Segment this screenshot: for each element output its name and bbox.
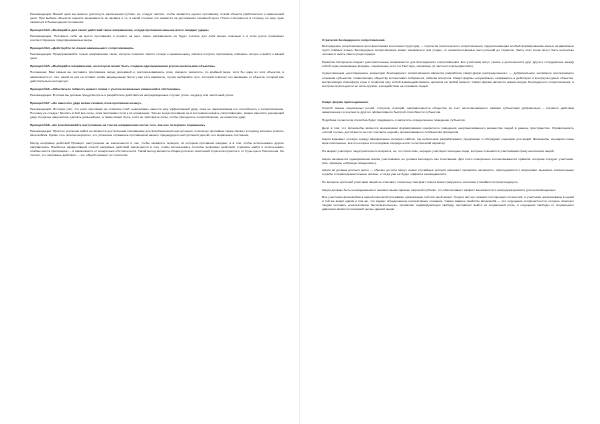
principle-heading: Принцип №4. «Действуйте по линии наименьшего сопротивления» bbox=[30, 46, 134, 51]
right-paragraph: Подобная технология способна будет предвидеть и запретить определенное поведение субъектов. bbox=[322, 117, 466, 122]
left-paragraph: Рекомендация: Простое усиление войск не является достаточным основанием для возобновления наступления, поскольку противник также сможет в период затишья усилить свои войска. Кроме того, вполне вероятно, что успешное отражение противником нашего предыдущего наступления укрепит его моральное состояние. bbox=[30, 128, 284, 137]
right-paragraph: На акциях участвуют люди различного возраста, но, по статистике, нередко участвуют молодые люди, которые становятся участниками сразу нескольких акций. bbox=[322, 149, 555, 153]
right-paragraph: Развитие Интернета создает дополнительные возможности для безлидерного сопротивления. Его участники могут узнать о деятельности друг друга и сотрудничать между собой через анонимные форумы, социальные сети и в Твиттере, например, (в частности фльорфелибо). bbox=[322, 59, 574, 68]
principle-heading: Принцип №5. «Выбирайте направление, на котором может быть создана одновременная угроза нескольким объектам» bbox=[30, 64, 216, 69]
left-paragraph: Метод непрямых действий Принцип: наступление не заключается в том, чтобы захватить позиции, по которым противник ожидает, а в том, чтобы использовать другие направления. Наиболее эффективный способ непрямых действий заключается в том, чтобы использовать способы непрямых действий, стремясь найти и использовать слабые места противника — в зависимости от конкретных обстоятельств. Такой метод является общим для всех поколений стратегов прошлого, от Сунь-цзы и Наполеона. Он считал, что непрямые действия — это общий элемент их стратегии. bbox=[30, 140, 284, 157]
left-paragraph: Рекомендация: В плане вы должны предусмотреть и разработать действия на непредвиденные случаи: успех, неудачу или частичный успех. bbox=[30, 92, 235, 97]
right-paragraph: Все участники флэшмобов в нашей конечной программе организации той или иной акции. Тогда в них нет никаких посторонних личностей, и участники организованы в одной и той же акции одним и тем же, что задает определенное коллективное сознание. Самое важное свойство флэшмоба — это ощущение сопричастности, которое помогает людям осознать «коллективное бессознательное», проявляет индивидуальную свободу, заставляет выйти из социальной роли, и ощущение свободы от социального давления является основной целью данной акции. bbox=[322, 195, 574, 212]
left-paragraph: Рекомендация: История учит, что если противник не слишком слаб, невозможно нанести ему эффективный удар, пока не парализована его способность к сопротивлению. Поэтому не следует бросать в бой все силы, пока противник готов к их отражению. Только когда противник не в состоянии оказать сопротивление, можно наносить решающий удар. Когда вы нацелились сделать дальнейшее, а также может быть, если не чувствуете силы, чтобы преодолеть сопротивление, не наносите удар. bbox=[30, 106, 284, 119]
left-paragraph: Положение: Вам самым вы поставите противника перед дилеммой и, воспользовавшись этим, сможете захватить, по крайней мере, хотя бы один из этих объектов, в зависимости от того, какой из них он оставит слабо защищенным. Если у вас есть варианты, лучше выбирайте путь, который отвлечет его внимание от объекта, который вас действительно интересует. bbox=[30, 70, 284, 83]
section-heading: Стратегия безлидерного сопротивления. bbox=[322, 38, 386, 42]
right-paragraph: Дело в том, что флэшмобы является механизмом формирования конкретного поведения неорганизованного множества людей в данное пространство. Управляемость «силой толпы» достигается за счет контакта «одной» организованного сообщества принципов. bbox=[322, 125, 574, 134]
left-paragraph: Рекомендация: Поставьте себя на место противника и решите за него, какое направление он будет считать для себя менее опасным и в этом русле принимает соответствующие предпринимаемые меры. bbox=[30, 34, 284, 43]
right-paragraph: Безлидерное сопротивление (или фантомная клеточная структура) — стратегия политического сопротивления, предполагающая особый формированию малых независимых групп (тайных ячеек). Безлидерное сопротивление может заниматься чем угодно, от ненасильственных выступлений до терактов. Часть этих ячеек могут быть несколько человек и иметь своего рода лидера. bbox=[322, 44, 574, 57]
principle-heading: Принцип №8. «Не возобновляйте наступление на том же направлении после того, как оно потерпело поражение» bbox=[30, 122, 206, 127]
principle-heading: Принцип №3. «Выбирайте для своих действий такое направление, откуда противник меньше всего ожидает удара» bbox=[30, 28, 209, 33]
right-page bbox=[300, 0, 600, 424]
right-paragraph: Не вопросы зрителей участники акций не отвечают, поскольку сам факт ответа может разрушить иллюзию стихийности происходящего. bbox=[322, 180, 519, 185]
left-paragraph: Рекомендация: Вашей цели вы можете достигнуть различными путями, но, следуя тактике, чтобы захватить одного противнику точкой объекта приблизиться к намеченной цели. При выборе объектов оцените возможность их захвата и то, в какой степени это окажется на достижении основной цели. Плохо отклоняться в сторону, но еще хуже оказаться в безвыходном положении. bbox=[30, 12, 284, 25]
principle-heading: Принцип №6. «Обеспечьте гибкость вашего плана с учетом возможных изменений в обстановке» bbox=[30, 86, 181, 91]
section-gap bbox=[322, 91, 574, 96]
right-paragraph: Существенным «достижением» концепции безлидерного сопротивления является разработка смарт-форм распределенного — добровольного непрямого коллективного сознания субъектом: позволяющие обществу коллективно собираться, избегая контроля. Смарт-формы «оружейных» «заражают» и действуют в контркультурных объектах, воспроизводя атмосферу игры и позволяя ему собой взаимодействовать целиком на любой момент. Смарт-форма является новым видом безлидерного сопротивления, в котором используется не сила оружия, а воздействие на сознание людей. bbox=[322, 71, 574, 88]
section-heading: Смарт-форма присоединения. bbox=[322, 100, 369, 105]
principle-heading: Принцип №7. «Не наносите удар всеми силами, пока противник начеку» bbox=[30, 100, 142, 105]
right-paragraph: Способ смены социальных ролей, статусов, позиций, направленности общества за счет несогласованного самими субъектами добровольно – игрового действия завершенного в контексте другого эффективного быстрой способности субъектов. bbox=[322, 106, 574, 115]
right-paragraph: Акция не должна длиться долго — обычно до пяти минут, иначе случайные зрители начинают проявлять активность: присоединятся с вопросами, вызывать спасательные службы и правоохранительные органы, и тогда уже не будет эффекта неожиданности. bbox=[322, 168, 574, 177]
left-paragraph: Рекомендация: Предпринимайте только направление такое, которое позволит свести потери к наименьшему, связать попутно противника, избежать потерь и выйти к вашей цели. bbox=[30, 52, 284, 61]
right-paragraph: Акции должны быть неожиданными и неизвестными заранее широкой публике, что обеспечивает эффект внезапности и непредсказуемости для непосвященных. bbox=[322, 187, 557, 192]
right-paragraph: Акция начинается одновременно всеми участниками, но должна выглядеть как спонтанная. Для этого специально согласовываются правила, которым следуют участники. (См. примеры «образцы поведения»). bbox=[322, 156, 574, 165]
right-paragraph: Акция взрывает готовую череду официальных интернет-сайтов, где небольшие разрабатывают, предлагают и обсуждают сценарии для акций. Флэшмобы, сценарии очень многочисленные, все из которых в последнюю очередь носят политический характер. bbox=[322, 137, 574, 146]
